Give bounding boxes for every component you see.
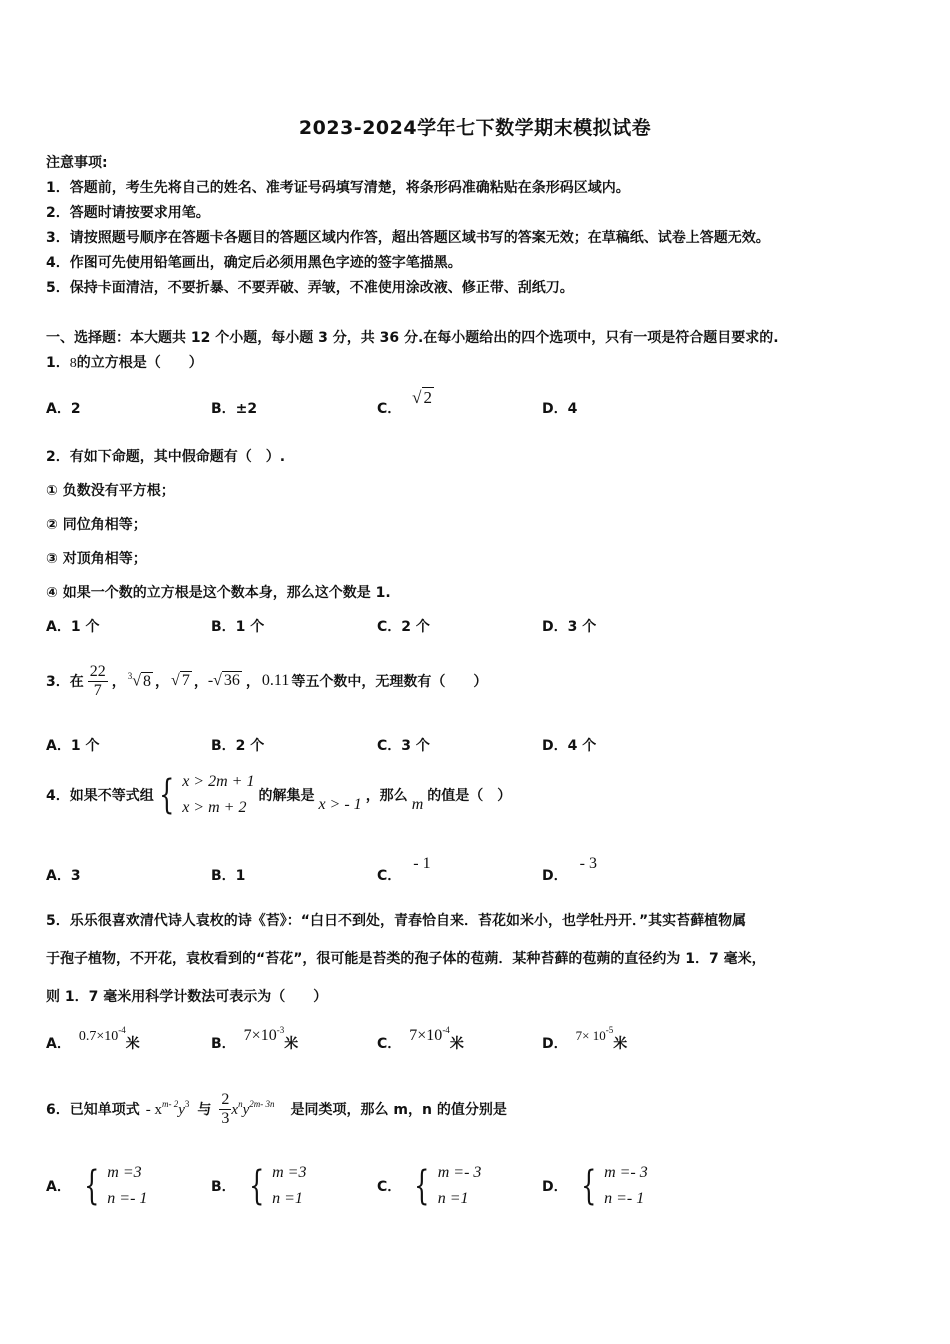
notice-heading: 注意事项: [46, 155, 108, 171]
question-4-stem: 4．如果不等式组 { x > 2m + 1 x > m + 2 的解集是 x > - 1 ，那么 m 的值是（ ） [46, 765, 511, 825]
question-1-stem [46, 352, 203, 372]
q2-option-b: B．1 个 [211, 619, 265, 635]
sqrt-2: √ 2 [412, 388, 432, 407]
q3-option-d: D．4 个 [542, 738, 597, 754]
q2-option-c: C．2 个 [377, 619, 430, 635]
q1-text: 的立方根是（ ） [76, 355, 203, 371]
notice-item-4: 4．作图可先使用铅笔画出，确定后必须用黑色字迹的签字笔描黑。 [46, 255, 462, 271]
q4-option-c: C．- 1 [377, 855, 431, 884]
variable-m: m [411, 796, 424, 813]
question-5-line-1: 5．乐乐很喜欢清代诗人袁枚的诗《苔》：“白日不到处，青春恰自来．苔花如米小，也学牡丹开．”其实苔藓植物属 [46, 913, 747, 929]
page-title: 2023-2024学年七下数学期末模拟试卷 [298, 117, 652, 139]
q2-option-a: A．1 个 [46, 619, 100, 635]
question-5-line-3: 则 1．7 毫米用科学计数法可表示为（ ） [46, 989, 328, 1005]
sqrt-7: √ 7 [171, 672, 190, 689]
notice-item-1: 1．答题前，考生先将自己的姓名、准考证号码填写清楚，将条形码准确粘贴在条形码区域内。 [46, 180, 630, 196]
q2-option-d: D．3 个 [542, 619, 597, 635]
q1-option-b: B．±2 [211, 401, 258, 417]
notice-item-3: 3．请按照题号顺序在答题卡各题目的答题区域内作答，超出答题区域书写的答案无效；在草稿纸、试卷上答题无效。 [46, 230, 770, 246]
monomial-2: $x^ny^{2m- 3n}$ [231, 1099, 275, 1118]
q3-option-a: A．1 个 [46, 738, 100, 754]
q6-number: 6．已知单项式 [46, 1102, 140, 1118]
q4-option-b: B．1 [211, 868, 246, 884]
q6-option-d: D． { m =- 3 n =- 1 [542, 1163, 648, 1209]
q2-prop-2: ② 同位角相等； [46, 517, 147, 533]
q3-number: 3．在 [46, 674, 84, 690]
section-header: 一、选择题：本大题共 12 个小题，每小题 3 分，共 36 分.在每小题给出的四个选项中，只有一项是符合题目要求的. [46, 330, 779, 346]
fraction-2-3: $\frac{2}{3}$ [221, 1090, 230, 1127]
q2-prop-4: ④ 如果一个数的立方根是这个数本身，那么这个数是 1. [46, 585, 391, 601]
q5-option-d: D．$7\times 10^{-5}$米 [542, 1025, 628, 1052]
q5-option-a: A． $0.7\times 10^{-4}$米 [46, 1025, 140, 1052]
q6-option-b: B． { m =3 n =1 [211, 1163, 307, 1209]
question-6-stem: 6．已知单项式 - $x^{m- 2}y^3$ 与 $\frac{2}{3}$ $x^ny^{2m- 3n}$ 是同类项，那么 m，n 的值分别是 [46, 1090, 507, 1127]
q4-number: 4．如果不等式组 [46, 788, 154, 804]
q3-option-c: C．3 个 [377, 738, 430, 754]
q1-option-d: D．4 [542, 401, 578, 417]
q4-option-d: D．- 3 [542, 855, 597, 884]
cube-root-8: $^3$√ 8 [127, 671, 152, 690]
solution-set: x > - 1 [318, 796, 362, 813]
q1-number: 1． [46, 355, 70, 371]
q1-value: 8 [69, 356, 77, 371]
q3-text: 等五个数中，无理数有（ ） [291, 674, 488, 690]
notice-item-2: 2．答题时请按要求用笔。 [46, 205, 210, 221]
q4-option-a: A．3 [46, 868, 81, 884]
q3-option-b: B．2 个 [211, 738, 265, 754]
q2-prop-3: ③ 对顶角相等； [46, 551, 147, 567]
q6-option-c: C． { m =- 3 n =1 [377, 1163, 482, 1209]
question-2-stem: 2．有如下命题，其中假命题有（ ）. [46, 449, 286, 465]
question-3-stem: 3．在 $\frac{22}{7}$ ， $^3$√ 8 ， √ 7 ， - √ 36 ， 0.11 等五个数中，无理数有（ ） [46, 662, 488, 699]
q5-option-b: B． $7\times 10^{-3}$米 [211, 1025, 299, 1052]
fraction-22-7: $\frac{22}{7}$ [89, 662, 106, 699]
notice-item-5: 5．保持卡面清洁，不要折暴、不要弄破、弄皱，不准使用涂改液、修正带、刮纸刀。 [46, 280, 574, 296]
q2-prop-1: ① 负数没有平方根； [46, 483, 175, 499]
q6-option-a: A． { m =3 n =- 1 [46, 1163, 148, 1209]
q1-option-a: A．2 [46, 401, 81, 417]
monomial-1: - $x^{m- 2}y^3$ [145, 1099, 190, 1118]
sqrt-36: √ 36 [213, 672, 240, 689]
inequality-system: { x > 2m + 1 x > m + 2 [158, 772, 255, 818]
repeating-decimal: 0.11 [261, 672, 290, 689]
q6-text: 是同类项，那么 m，n 的值分别是 [290, 1102, 507, 1118]
q5-option-c: C． $7\times 10^{-4}$米 [377, 1025, 464, 1052]
question-5-line-2: 于孢子植物，不开花，袁枚看到的“苔花”，很可能是苔类的孢子体的苞蒴．某种苔藓的苞蒴的直径约为 1．7 毫米， [46, 951, 766, 967]
q1-option-c: C． √ 2 [377, 388, 432, 417]
